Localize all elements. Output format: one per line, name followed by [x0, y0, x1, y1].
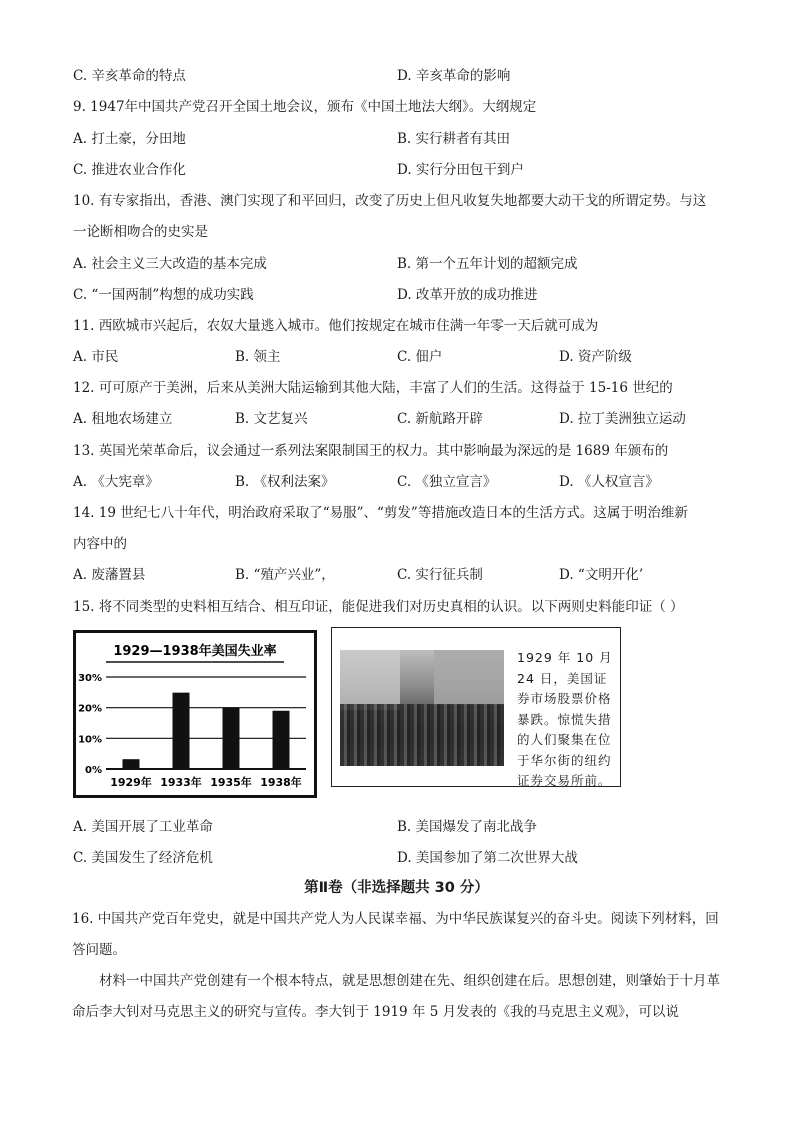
q13-stem: 13. 英国光荣革命后，议会通过一系列法案限制国王的权力。其中影响最为深远的是 1689 年颁布的	[73, 443, 669, 459]
q9-option-c: C. 推进农业合作化	[73, 162, 186, 178]
q10-option-c: C. “一国两制”构想的成功实践	[73, 287, 254, 303]
q13-option-b: B. 《权利法案》	[235, 474, 335, 490]
q14-option-b: B. “殖产兴业”，	[235, 567, 335, 583]
q12-option-d: D. 拉丁美洲独立运动	[559, 411, 686, 427]
q12-option-a: A. 租地农场建立	[73, 411, 173, 427]
q13-option-c: C. 《独立宣言》	[397, 474, 497, 490]
q14-option-a: A. 废藩置县	[73, 567, 146, 583]
chart-bar	[223, 707, 240, 769]
q11-option-b: B. 领主	[235, 349, 281, 365]
chart-xtick-label: 1933年	[160, 776, 202, 789]
photo-caption: 1929 年 10 月 24 日，美国证券市场股票价格暴跌。惊慌失措的人们聚集在位于华尔街的纽约证券交易所前。	[517, 650, 613, 788]
q10-option-d: D. 改革开放的成功推进	[397, 287, 538, 303]
q8-option-c: C. 辛亥革命的特点	[73, 68, 186, 84]
q8-option-d: D. 辛亥革命的影响	[397, 68, 511, 84]
q12-option-c: C. 新航路开辟	[397, 411, 483, 427]
q11-stem: 11. 西欧城市兴起后，农奴大量逃入城市。他们按规定在城市住满一年零一天后就可成为	[73, 318, 599, 334]
q15-option-a: A. 美国开展了工业革命	[73, 819, 213, 835]
wall-street-photo-figure	[331, 627, 621, 787]
chart-ytick-label: 10%	[78, 734, 102, 746]
q9-stem: 9. 1947年中国共产党召开全国土地会议，颁布《中国土地法大纲》。大纲规定	[73, 99, 537, 115]
q10-option-b: B. 第一个五年计划的超额完成	[397, 256, 578, 272]
q16-material-1: 材料一中国共产党创建有一个根本特点，就是思想创建在先、组织创建在后。思想创建，则肇始于十月革命后李大钊对马克思主义的研究与宣传。李大钊于 1919 年 5 月发表的《我的马克思主义观》，可以说	[72, 973, 720, 1020]
q15-option-d: D. 美国参加了第二次世界大战	[397, 850, 578, 866]
q12-option-b: B. 文艺复兴	[235, 411, 308, 427]
unemployment-chart	[76, 633, 314, 795]
chart-xtick-label: 1929年	[110, 776, 152, 789]
q11-option-d: D. 资产阶级	[559, 349, 632, 365]
q10-stem-line1: 10. 有专家指出，香港、澳门实现了和平回归，改变了历史上但凡收复失地都要大动干戈的所谓定势。与这	[73, 193, 707, 209]
q15-option-b: B. 美国爆发了南北战争	[397, 819, 538, 835]
q14-option-c: C. 实行征兵制	[397, 567, 483, 583]
q12-stem: 12. 可可原产于美洲，后来从美洲大陆运输到其他大陆，丰富了人们的生活。这得益于 15-16 世纪的	[73, 380, 673, 396]
q10-stem-line2: 一论断相吻合的史实是	[73, 224, 208, 240]
section-title: 第Ⅱ卷（非选择题共 30 分）	[304, 880, 489, 896]
unemployment-chart-figure	[73, 630, 317, 798]
q14-option-d: D. “文明开化’	[559, 567, 644, 583]
q9-option-a: A. 打土豪，分田地	[73, 131, 186, 147]
chart-ytick-label: 30%	[78, 673, 102, 684]
q15-stem: 15. 将不同类型的史料相互结合、相互印证，能促进我们对历史真相的认识。以下两则史料能印证（ ）	[73, 599, 684, 615]
wall-street-crowd-photo	[340, 650, 504, 766]
q14-stem-line2: 内容中的	[73, 536, 127, 552]
q9-option-d: D. 实行分田包干到户	[397, 162, 524, 178]
chart-ytick-label: 20%	[78, 703, 102, 715]
q13-option-a: A. 《大宪章》	[73, 474, 159, 490]
q15-option-c: C. 美国发生了经济危机	[73, 850, 213, 866]
q9-option-b: B. 实行耕者有其田	[397, 131, 511, 147]
q11-option-a: A. 市民	[73, 349, 119, 365]
chart-title: 1929—1938年美国失业率	[113, 644, 277, 659]
chart-ytick-label: 0%	[85, 765, 102, 776]
q14-stem-line1: 14. 19 世纪七八十年代，明治政府采取了“易服”、“剪发”等措施改造日本的生活方式。这属于明治维新	[73, 505, 688, 521]
q16-stem: 16. 中国共产党百年党史，就是中国共产党人为人民谋幸福、为中华民族谋复兴的奋斗史。阅读下列材料，回答问题。	[72, 911, 719, 958]
chart-xtick-label: 1935年	[210, 776, 252, 789]
q13-option-d: D. 《人权宣言》	[559, 474, 659, 490]
chart-bar	[123, 759, 140, 769]
chart-xtick-label: 1938年	[260, 776, 302, 789]
q10-option-a: A. 社会主义三大改造的基本完成	[73, 256, 267, 272]
q11-option-c: C. 佃户	[397, 349, 443, 365]
chart-bar	[173, 693, 190, 769]
chart-bar	[273, 711, 290, 769]
